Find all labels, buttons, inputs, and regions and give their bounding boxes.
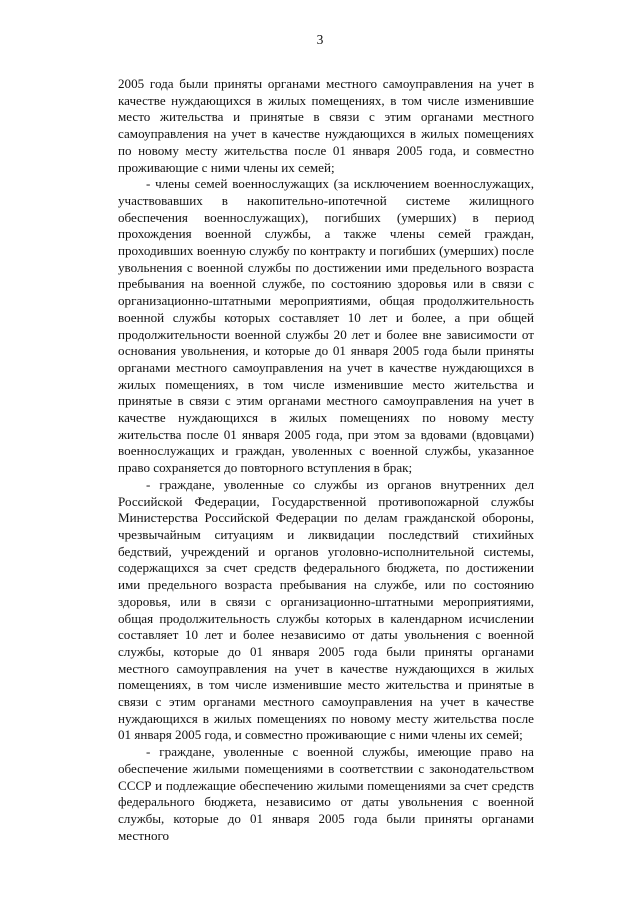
paragraph-military-family-members: - члены семей военнослужащих (за исключением военнослужащих, участвовавших в накопительно-ипотечной системе жилищного обеспечения военнослужащих), погибших (умерших) в период прохождения военной службы, а также члены семей граждан, проходивших военную службу по контракту и погибших (умерших) после увольнения с военной службы по достижении ими предельного возраста пребывания на военной службе, по состоянию здоровья или в связи с организационно-штатными мероприятиями, общая продолжительность военной службы которых составляет 10 лет и более, а при общей продолжительности военной службы 20 лет и более вне зависимости от основания увольнения, и которые до 01 января 2005 года были приняты органами местного самоуправления на учет в качестве нуждающихся в жилых помещениях, в том числе изменившие место жительства и принятые в связи с этим органами местного самоуправления на учет в качестве нуждающихся в жилых помещениях по новому месту жительства после 01 января 2005 года, при этом за вдовами (вдовцами) военнослужащих и граждан, уволенных с военной службы, указанное право сохраняется до повторного вступления в брак; [118,176,534,476]
paragraph-military-dismissed-ussr: - граждане, уволенные с военной службы, имеющие право на обеспечение жилыми помещениями в соответствии с законодательством СССР и подлежащие обеспечению жилыми помещениями за счет средств федерального бюджета, независимо от даты увольнения с военной службы, которые до 01 января 2005 года были приняты органами местного [118,744,534,843]
document-body [118,76,534,844]
page-number: 3 [316,32,324,47]
paragraph-continuation: 2005 года были приняты органами местного самоуправления на учет в качестве нуждающихся в жилых помещениях, в том числе изменившие место жительства и принятые в связи с этим органами местного самоуправления на учет в качестве нуждающихся в жилых помещениях по новому месту жительства после 01 января 2005 года, и совместно проживающие с ними члены их семей; [118,76,534,175]
paragraph-internal-affairs-dismissed: - граждане, уволенные со службы из органов внутренних дел Российской Федерации, Государственной противопожарной службы Министерства Российской Федерации по делам гражданской обороны, чрезвычайным ситуациям и ликвидации последствий стихийных бедствий, учреждений и органов уголовно-исполнительной системы, содержащихся за счет средств федерального бюджета, по достижении ими предельного возраста пребывания на службе, или по состоянию здоровья, или в связи с организационно-штатными мероприятиями, общая продолжительность службы которых в календарном исчислении составляет 10 лет и более независимо от даты увольнения с военной службы, которые до 01 января 2005 года были приняты органами местного самоуправления на учет в качестве нуждающихся в жилых помещениях, в том числе изменившие место жительства и принятые в связи с этим органами местного самоуправления на учет в качестве нуждающихся в жилых помещениях по новому месту жительства после 01 января 2005 года, и совместно проживающие с ними члены их семей; [118,476,534,743]
